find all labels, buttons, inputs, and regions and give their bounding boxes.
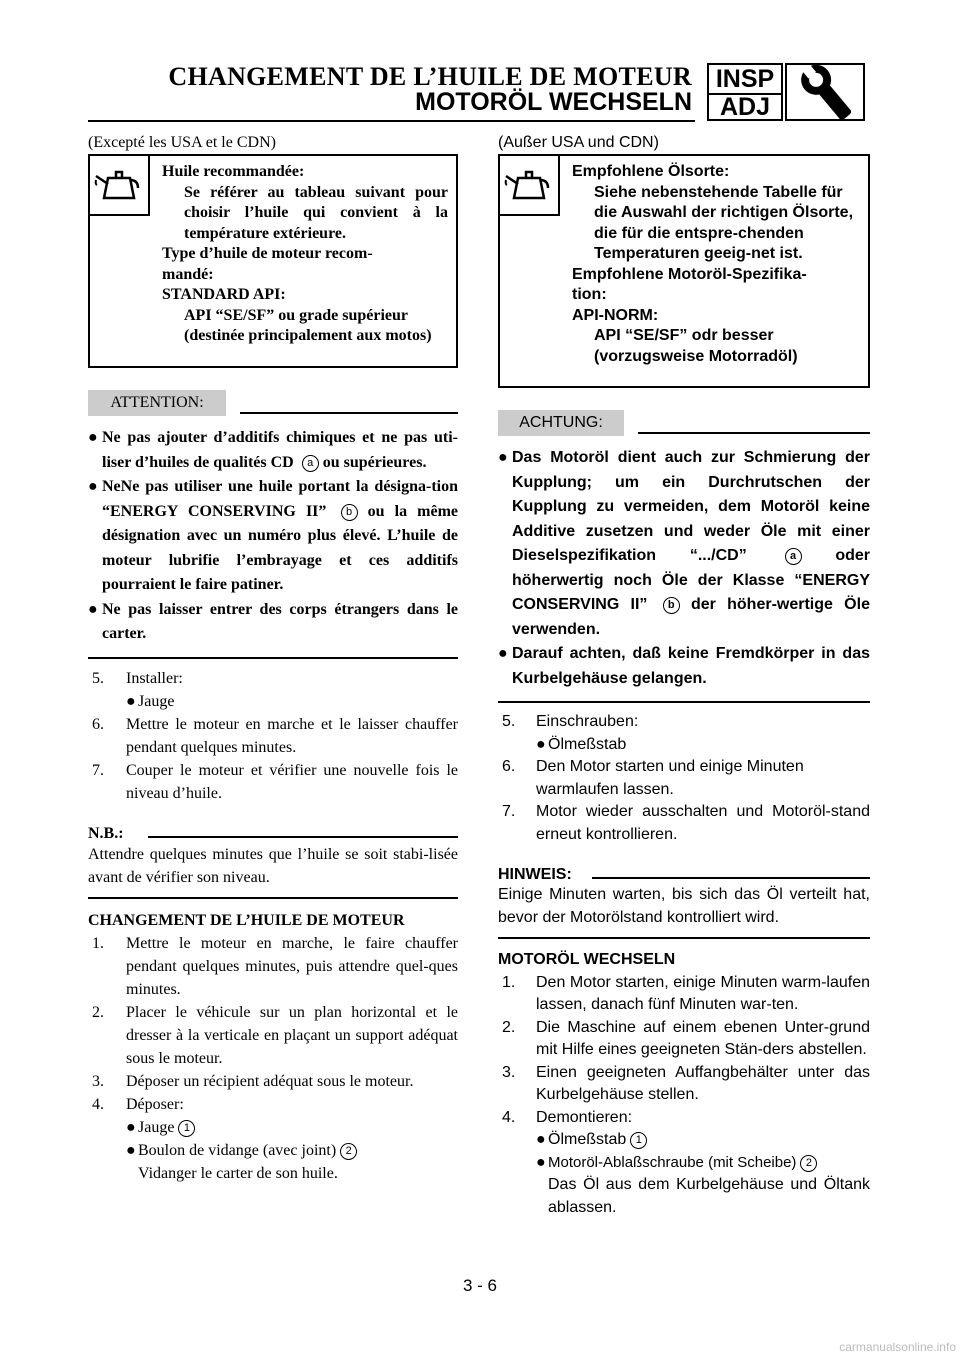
sub-item: ● Jauge 1: [88, 1116, 458, 1139]
spec-label: Type d’huile de moteur recom-: [162, 245, 373, 262]
column-german: [498, 134, 870, 1219]
note-label: N.B.:: [88, 824, 124, 842]
attention-label: ACHTUNG:: [498, 410, 624, 436]
oil-spec-box: [88, 154, 458, 368]
list-item: ● Ne pas ajouter d’additifs chimiques et ne pas uti-liser d’huiles de qualités CD a ou supérieures.: [88, 429, 458, 471]
list-item: ● Das Motoröl dient auch zur Schmierung der Kupplung; um ein Durchrutschen der Kupplung zu vermeiden, dem Motoröl keine Additive zusetzen und weder Öle mit einer Dieselspezifikation “.../CD” a oder höherwertig noch Öle der Klasse “ENERGY CONSERVING II” b der höher-wertige Öle verwenden.: [498, 449, 870, 638]
callout-marker: b: [663, 597, 680, 614]
step-item: 2. Placer le véhicule sur un plan horizontal et le dresser à la verticale en plaçant un support adéquat sous le moteur.: [92, 1003, 458, 1067]
region-note: (Außer USA und CDN): [498, 134, 659, 151]
page-header: [0, 0, 960, 130]
step-item: 4. Demontieren:: [502, 1108, 633, 1126]
spec-text: Siehe nebenstehende Tabelle für die Auswahl der richtigen Ölsorte, die für die entspre-chenden Temperaturen geeig-net ist.: [594, 183, 854, 262]
step-item: 7. Couper le moteur et vérifier une nouvelle fois le niveau d’huile.: [92, 761, 458, 802]
callout-marker: 1: [630, 1132, 647, 1149]
sub-item-text: Vidanger le carter de son huile.: [138, 1164, 338, 1182]
list-item: ● Darauf achten, daß keine Fremdkörper in das Kurbelgehäuse gelangen.: [498, 645, 870, 687]
note-label: HINWEIS:: [498, 866, 572, 883]
procedure-title: MOTORÖL WECHSELN: [498, 951, 676, 968]
spec-text: Se référer au tableau suivant pour choisir l’huile qui convient à la température extérieure.: [184, 183, 448, 242]
callout-marker: b: [341, 504, 358, 521]
step-item: 6. Den Motor starten und einige Minuten warmlaufen lassen.: [502, 758, 804, 798]
header-rule: [88, 120, 695, 122]
wrench-icon: [785, 63, 865, 121]
region-note: (Excepté les USA et le CDN): [88, 134, 276, 151]
badge-insp: INSP: [709, 66, 781, 95]
spec-label: mandé:: [162, 265, 214, 283]
badge-adj: ADJ: [719, 93, 770, 121]
step-item: 4. Déposer:: [92, 1095, 184, 1113]
spec-label: Empfohlene Ölsorte:: [572, 163, 730, 180]
step-item: 7. Motor wieder ausschalten und Motoröl-stand erneut kontrollieren.: [502, 803, 870, 843]
attention-header: [498, 410, 870, 438]
callout-marker: 1: [178, 1120, 195, 1137]
spec-label: Huile recommandée:: [162, 163, 305, 180]
sub-item: ● Jauge: [126, 692, 175, 710]
column-french: [88, 134, 458, 1185]
insp-adj-badge: [707, 63, 783, 121]
page-number: 3 - 6: [462, 1276, 498, 1295]
note-header: [88, 819, 458, 843]
procedure-title: CHANGEMENT DE L’HUILE DE MOTEUR: [88, 911, 405, 929]
steps-list: [88, 667, 458, 805]
step-item: 2. Die Maschine auf einem ebenen Unter-grund mit Hilfe eines geeigneten Stän-ders abstellen.: [502, 1018, 870, 1058]
note-body: Einige Minuten warten, bis sich das Öl verteilt hat, bevor der Motorölstand kontrolliert wird.: [498, 884, 870, 939]
step-item: 5. Einschrauben:: [502, 713, 639, 730]
watermark: carmanualsonline.info: [839, 1340, 956, 1354]
section-title-fr: CHANGEMENT DE L’HUILE DE MOTEUR: [168, 62, 692, 91]
spec-label: Empfohlene Motoröl-Spezifika-: [572, 265, 807, 283]
sub-item: ● Ölmeßstab 1: [498, 1129, 870, 1152]
spec-label: tion:: [572, 286, 607, 303]
list-item: ● Ne pas laisser entrer des corps étrangers dans le carter.: [88, 600, 458, 642]
sub-item: ● Ölmeßstab: [536, 735, 627, 753]
step-item: 3. Einen geeigneten Auffangbehälter unter das Kurbelgehäuse stellen.: [502, 1063, 870, 1103]
step-item: 3. Déposer un récipient adéquat sous le moteur.: [92, 1072, 414, 1090]
list-item: ● NeNe pas utiliser une huile portant la désigna-tion “ENERGY CONSERVING II” b ou la même désignation avec un numéro plus élevé. L’huile de moteur lubrifie l’embrayage et ces additifs pourraient le faire patiner.: [88, 478, 459, 593]
note-body: Attendre quelques minutes que l’huile se soit stabi-lisée avant de vérifier son niveau.: [88, 843, 458, 899]
section-title-de: MOTORÖL WECHSELN: [415, 88, 692, 116]
sub-item: ● Boulon de vidange (avec joint) 2: [88, 1139, 458, 1162]
attention-header: [88, 390, 458, 418]
attention-label: ATTENTION:: [88, 390, 226, 416]
procedure-steps: [88, 932, 458, 1185]
oil-spec-box: [498, 154, 870, 388]
sub-item-text: Das Öl aus dem Kurbelgehäuse und Öltank ablassen.: [548, 1176, 870, 1216]
attention-body: [498, 438, 870, 703]
procedure-steps: [498, 972, 870, 1220]
attention-body: [88, 418, 458, 659]
step-item: 5. Installer:: [92, 669, 183, 687]
oil-can-icon: [500, 156, 560, 216]
spec-label: API-NORM:: [572, 306, 659, 324]
step-item: 1. Den Motor starten, einige Minuten warm-laufen lassen, danach fünf Minuten war-ten.: [502, 973, 870, 1013]
callout-marker: 2: [340, 1143, 357, 1160]
spec-text: API “SE/SF” odr besser (vorzugsweise Motorradöl): [594, 327, 798, 365]
spec-text: API “SE/SF” ou grade supérieur (destinée principalement aux motos): [184, 306, 432, 344]
callout-marker: 2: [800, 1155, 817, 1172]
callout-marker: a: [302, 455, 319, 472]
sub-item: ● Motoröl-Ablaßschraube (mit Scheibe) 2: [498, 1152, 870, 1175]
callout-marker: a: [785, 548, 802, 565]
step-item: 1. Mettre le moteur en marche, le faire chauffer pendant quelques minutes, puis attendre quel-ques minutes.: [92, 934, 458, 998]
step-item: 6. Mettre le moteur en marche et le laisser chauffer pendant quelques minutes.: [92, 715, 458, 756]
oil-can-icon: [90, 156, 150, 216]
note-header: [498, 860, 870, 884]
spec-label: STANDARD API:: [162, 286, 286, 303]
steps-list: [498, 711, 870, 846]
